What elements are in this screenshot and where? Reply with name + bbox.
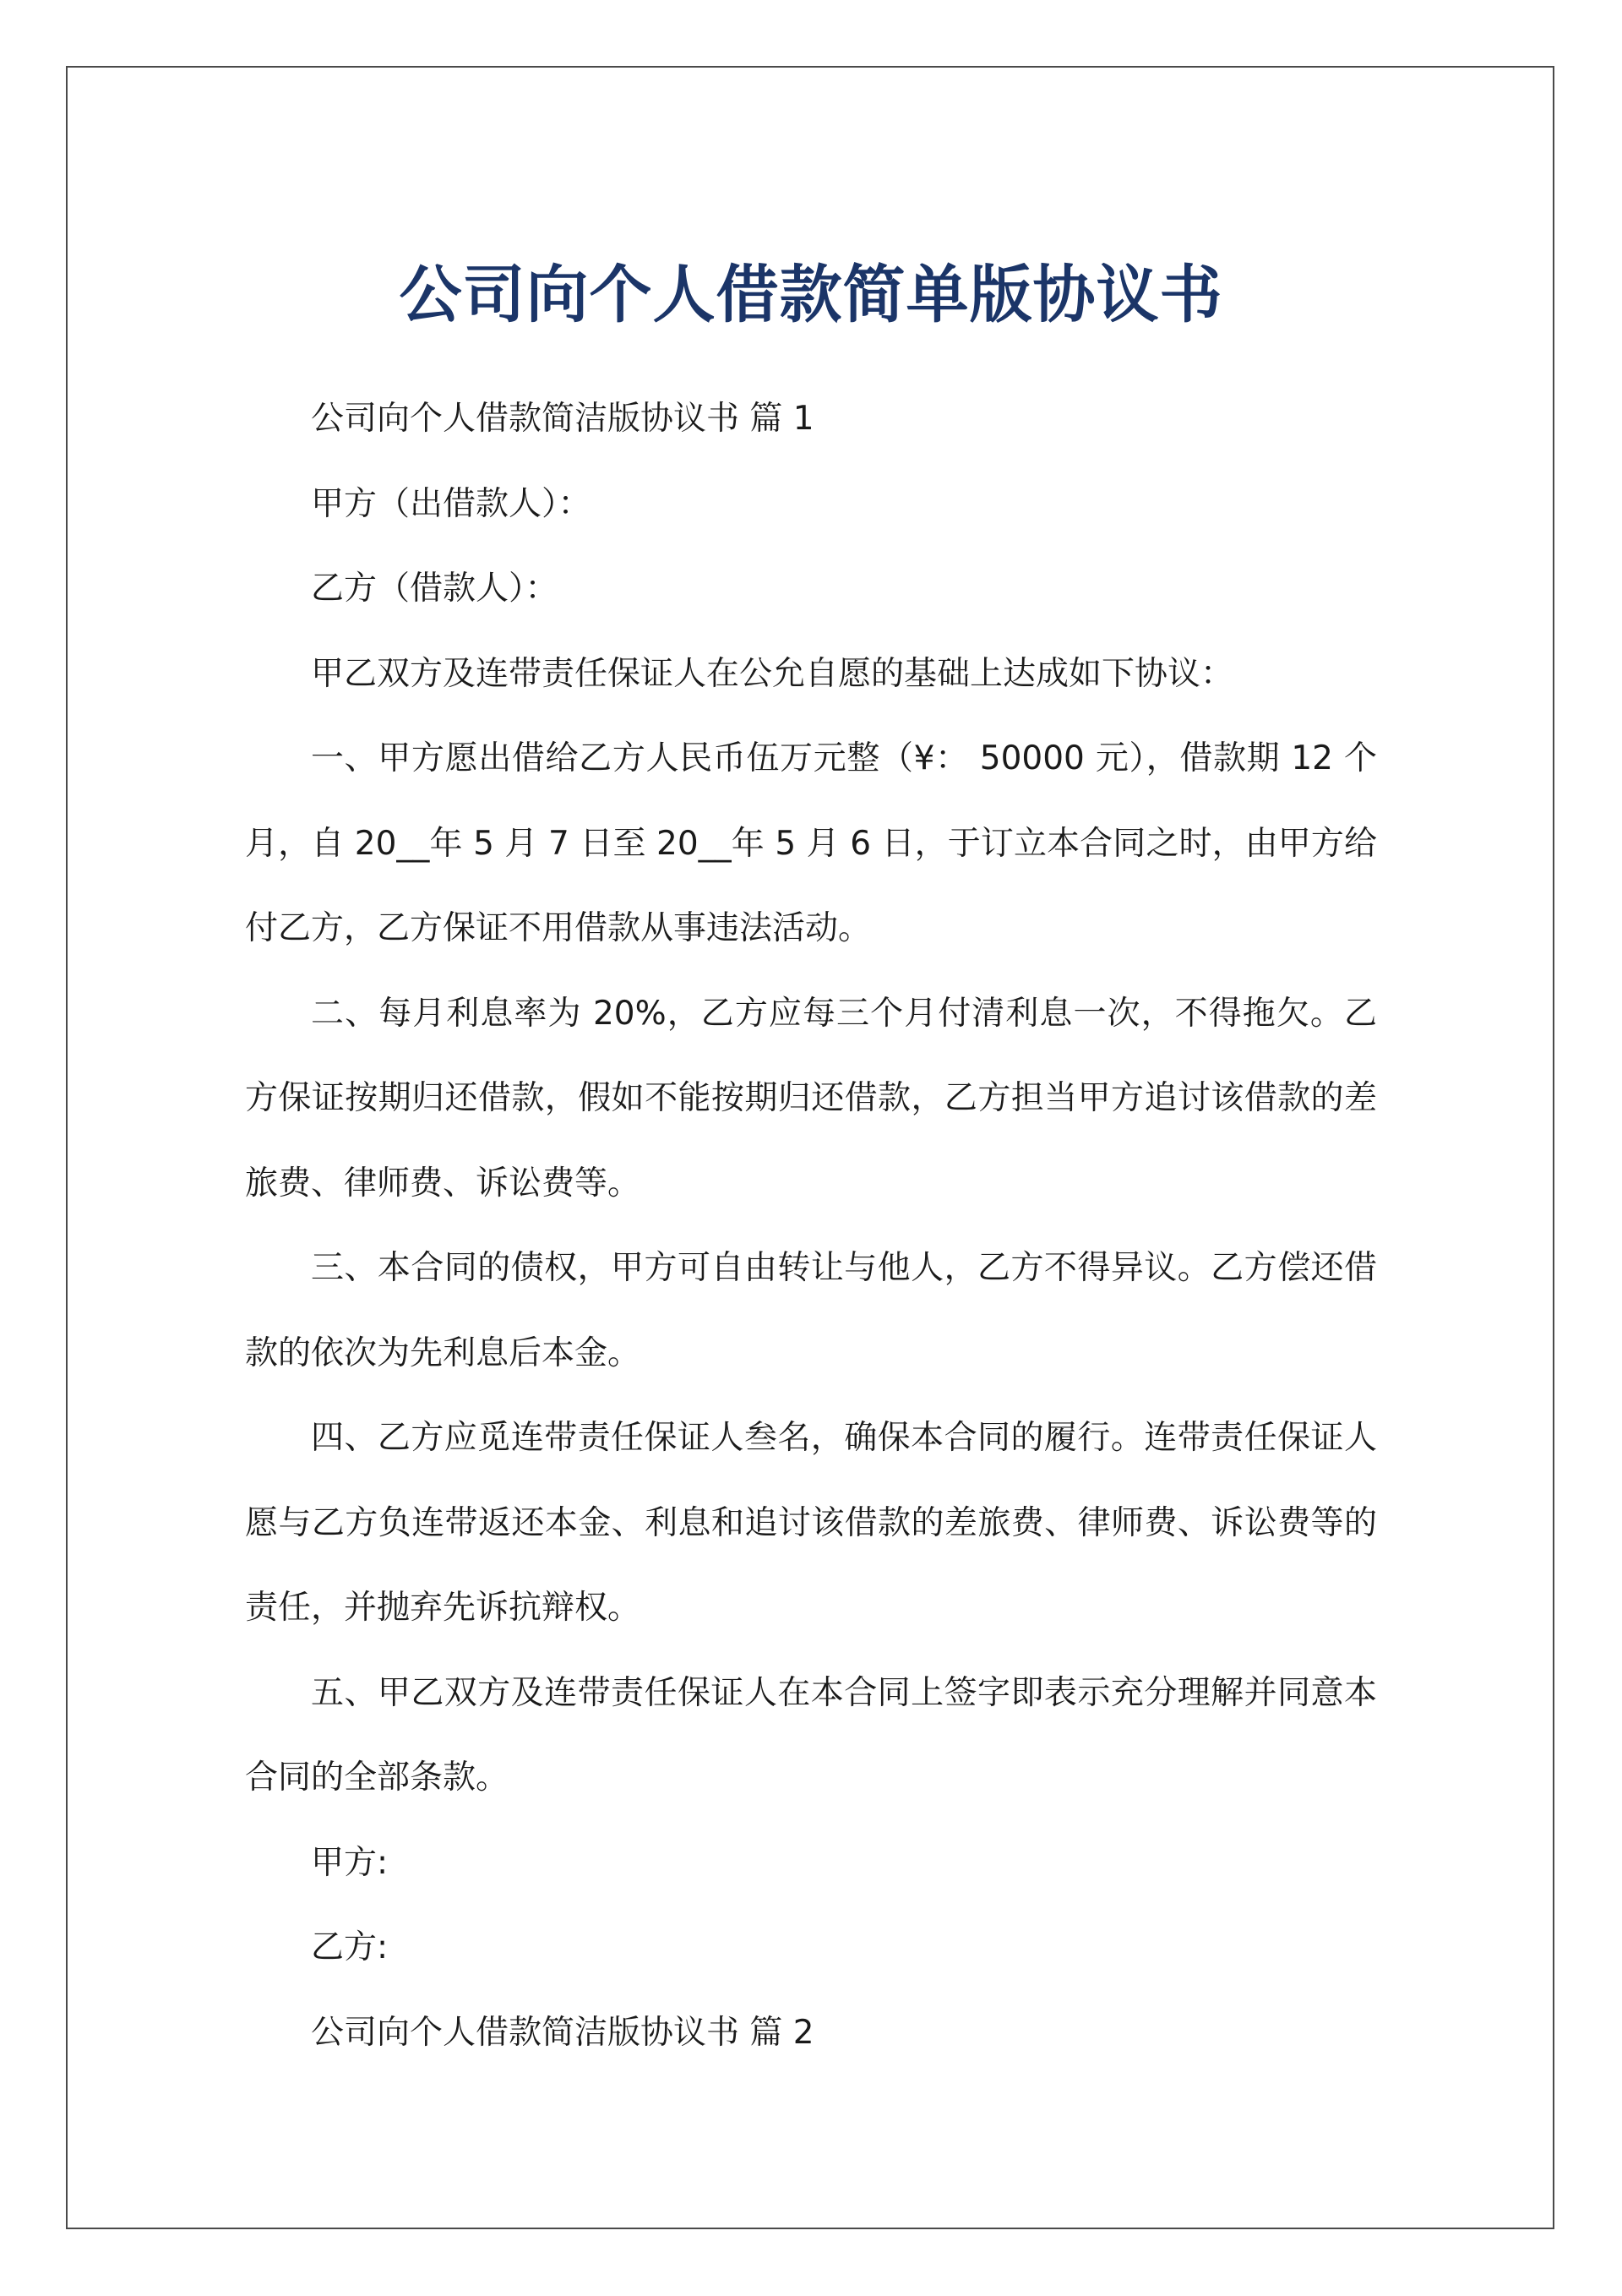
document-title: 公司向个人借款简单版协议书 [399,258,1223,331]
clause-3: 三、本合同的债权，甲方可自由转让与他人，乙方不得异议。乙方偿还借款的依次为先利息后本金。 [245,1249,1377,1372]
section-heading-1: 公司向个人借款简洁版协议书 篇 1 [311,400,814,438]
section-heading-2: 公司向个人借款简洁版协议书 篇 2 [311,2013,814,2052]
clause-4: 四、乙方应觅连带责任保证人叁名，确保本合同的履行。连带责任保证人愿与乙方负连带返还本金、利息和追讨该借款的差旅费、律师费、诉讼费等的责任，并抛弃先诉抗辩权。 [245,1419,1377,1627]
party-a-line: 甲方（出借款人）： [311,484,591,523]
party-b-line: 乙方（借款人）： [311,570,558,608]
clause-2: 二、每月利息率为 20%，乙方应每三个月付清利息一次，不得拖欠。乙方保证按期归还借款，假如不能按期归还借款，乙方担当甲方追讨该借款的差旅费、律师费、诉讼费等。 [245,994,1377,1203]
clause-1: 一、甲方愿出借给乙方人民币伍万元整（¥： 50000 元），借款期 12 个月，自 20__年 5 月 7 日至 20__年 5 月 6 日，于订立本合同之时，由甲方给付乙方，乙方保证不用借款从事违法活动。 [245,739,1377,947]
agreement-intro: 甲乙双方及连带责任保证人在公允自愿的基础上达成如下协议： [311,654,1234,693]
party-a-signature: 甲方: [311,1843,389,1882]
document-body [245,377,1377,2075]
party-b-signature: 乙方: [311,1928,389,1966]
clause-5: 五、甲乙双方及连带责任保证人在本合同上签字即表示充分理解并同意本合同的全部条款。 [245,1673,1377,1797]
